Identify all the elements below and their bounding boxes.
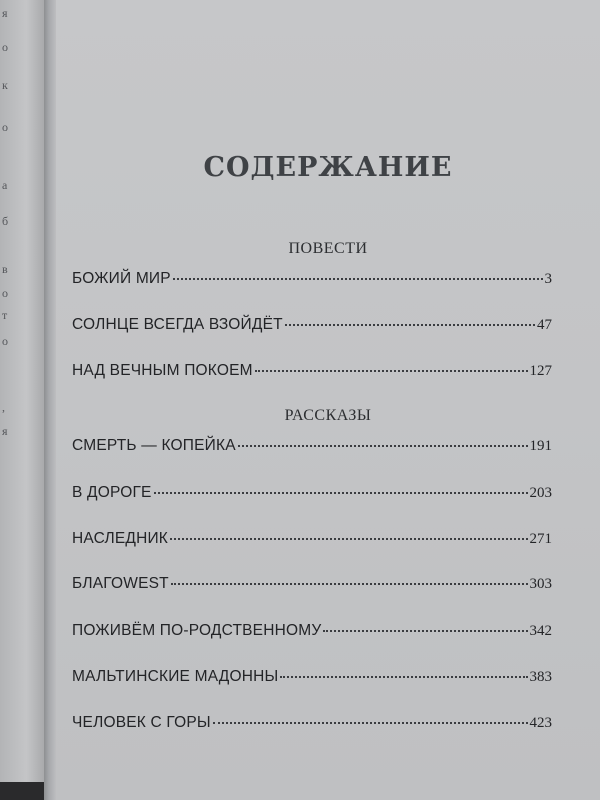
facing-page-text: а bbox=[2, 178, 8, 192]
background-surface bbox=[0, 782, 50, 800]
toc-entry-page: 127 bbox=[529, 363, 552, 379]
dot-leader bbox=[173, 278, 543, 280]
toc-entry-title: В ДОРОГЕ bbox=[72, 484, 152, 501]
facing-page-text: б bbox=[2, 214, 9, 228]
toc-entry bbox=[72, 714, 552, 736]
toc-entry-page: 303 bbox=[529, 576, 552, 592]
toc-entry-title: СМЕРТЬ — КОПЕЙКА bbox=[72, 437, 236, 454]
dot-leader bbox=[323, 630, 527, 632]
dot-leader bbox=[285, 324, 535, 326]
dot-leader bbox=[213, 722, 528, 724]
book-gutter bbox=[44, 0, 56, 800]
toc-entry-title: МАЛЬТИНСКИЕ МАДОННЫ bbox=[72, 668, 279, 685]
toc-entry-page: 423 bbox=[529, 715, 552, 731]
facing-page-text: в bbox=[2, 262, 8, 276]
facing-page-text: о bbox=[2, 286, 8, 300]
page-title: СОДЕРЖАНИЕ bbox=[203, 152, 453, 183]
toc-entry-title: ЧЕЛОВЕК С ГОРЫ bbox=[72, 714, 211, 731]
dot-leader bbox=[154, 492, 528, 494]
toc-entry-page: 191 bbox=[529, 438, 552, 454]
facing-page-text: т bbox=[2, 308, 8, 322]
toc-entry bbox=[72, 668, 552, 690]
facing-page-text: , bbox=[2, 400, 5, 414]
toc-entry-page: 203 bbox=[529, 485, 552, 501]
facing-page-text: о bbox=[2, 40, 8, 54]
toc-entry bbox=[72, 362, 552, 384]
toc-entry-page: 342 bbox=[529, 623, 552, 639]
toc-entry-title: НАСЛЕДНИК bbox=[72, 530, 169, 547]
section-title-rasskazy: РАССКАЗЫ bbox=[284, 407, 372, 424]
facing-page-text: к bbox=[2, 78, 8, 92]
toc-entry-page: 271 bbox=[529, 531, 552, 547]
section-title-povesti: ПОВЕСТИ bbox=[288, 240, 368, 257]
toc-entry bbox=[72, 437, 552, 459]
contents-page bbox=[56, 0, 600, 800]
dot-leader bbox=[238, 445, 528, 447]
toc-entry-title: ПОЖИВЁМ ПО-РОДСТВЕННОМУ bbox=[72, 622, 322, 639]
toc-entry-title: НАД ВЕЧНЫМ ПОКОЕМ bbox=[72, 362, 253, 379]
toc-entry bbox=[72, 484, 552, 506]
toc-entry-title: БЛАГОWEST bbox=[72, 575, 169, 592]
facing-page bbox=[0, 0, 44, 800]
toc-entry-page: 383 bbox=[529, 669, 552, 685]
toc-entry-page: 47 bbox=[537, 317, 552, 333]
toc-entry-title: СОЛНЦЕ ВСЕГДА ВЗОЙДЁТ bbox=[72, 316, 283, 333]
dot-leader bbox=[171, 583, 528, 585]
toc-entry bbox=[72, 622, 552, 644]
dot-leader bbox=[255, 370, 528, 372]
facing-page-text: о bbox=[2, 334, 8, 348]
toc-entry bbox=[72, 270, 552, 292]
toc-entry-title: БОЖИЙ МИР bbox=[72, 270, 171, 287]
toc-entry bbox=[72, 530, 552, 552]
dot-leader bbox=[170, 538, 527, 540]
facing-page-text: о bbox=[2, 120, 8, 134]
toc-entry-page: 3 bbox=[544, 271, 552, 287]
dot-leader bbox=[280, 676, 527, 678]
toc-entry bbox=[72, 575, 552, 597]
facing-page-text: я bbox=[2, 6, 8, 20]
facing-page-text: я bbox=[2, 424, 8, 438]
toc-entry bbox=[72, 316, 552, 338]
